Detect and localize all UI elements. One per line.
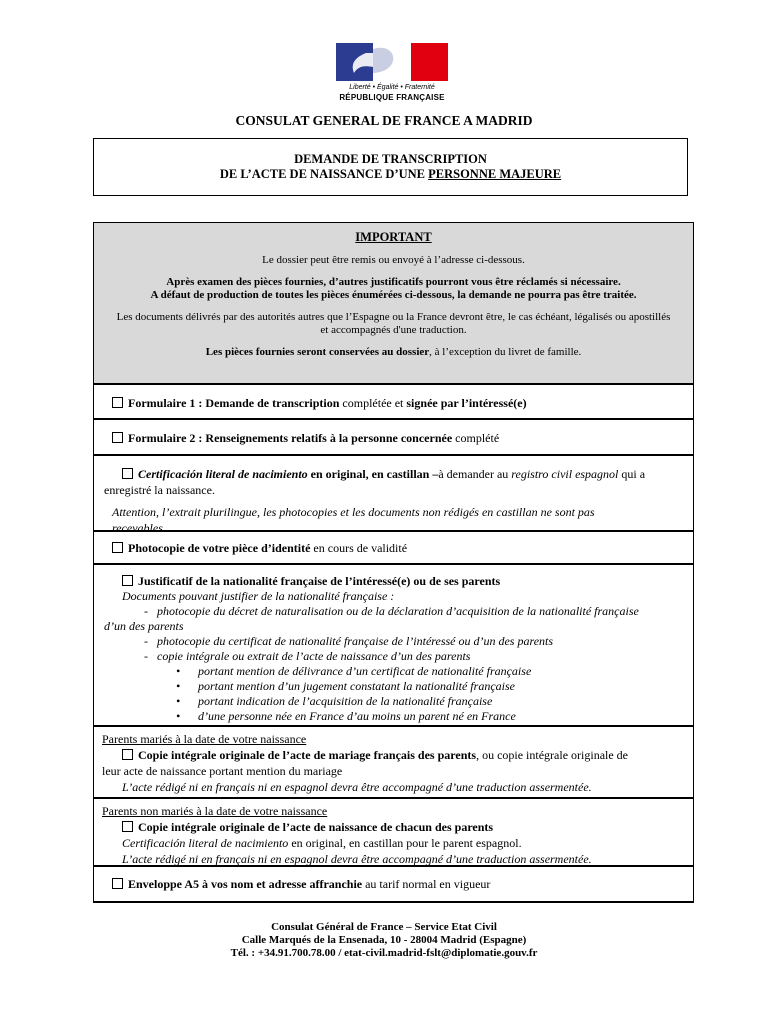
important-notice bbox=[94, 223, 693, 385]
checkbox-icon[interactable] bbox=[112, 878, 123, 889]
important-p2: Après examen des pièces fournies, d’autres justificatifs pourront vous être réclamés si nécessaire. A défaut de production de toutes les pièces énumérées ci-dessous, la demande ne pourra pas être traitée. bbox=[150, 276, 637, 301]
list-item: • portant mention d’un jugement constatant la nationalité française bbox=[176, 679, 515, 693]
form-title-line2: DE L’ACTE DE NAISSANCE D’UNE PERSONNE MAJEURE bbox=[219, 167, 562, 181]
item-formulaire-2: Formulaire 2 : Renseignements relatifs à la personne concernée complété bbox=[94, 420, 693, 456]
checkbox-icon[interactable] bbox=[122, 749, 133, 760]
important-p3: Les documents délivrés par des autorités autres que l’Espagne ou la France devront être, le cas échéant, légalisés ou apostillés et accompagnés d'une traduction. bbox=[116, 311, 671, 336]
consulat-title: CONSULAT GENERAL DE FRANCE A MADRID bbox=[235, 113, 533, 128]
motto: Liberté • Égalité • Fraternité bbox=[349, 84, 435, 91]
item-parents-maries: Parents mariés à la date de votre naissance Copie intégrale originale de l’acte de mariage français des parents, ou copie intégrale originale de leur acte de naissance portant mention du mariage L’acte rédigé ni en français ni en espagnol devra être accompagné d’une traduction assermentée. bbox=[94, 727, 693, 799]
flag-icon bbox=[336, 43, 448, 81]
list-item: • d’une personne née en France d’au moins un parent né en France bbox=[176, 709, 516, 723]
item-formulaire-1: Formulaire 1 : Demande de transcription complétée et signée par l’intéressé(e) bbox=[94, 385, 693, 420]
item-piece-identite: Photocopie de votre pièce d’identité en cours de validité bbox=[94, 532, 693, 565]
checkbox-icon[interactable] bbox=[112, 432, 123, 443]
item-parents-non-maries: Parents non mariés à la date de votre naissance Copie intégrale originale de l’acte de naissance de chacun des parents Certificación literal de nacimiento en original, en castillan pour le parent espagnol. L’acte rédigé ni en français ni en espagnol devra être accompagné d’une traduction assermentée. bbox=[94, 799, 693, 867]
list-item: - photocopie du certificat de nationalité française de l’intéressé ou d’un des parents bbox=[144, 634, 554, 648]
list-item: • portant mention de délivrance d’un certificat de nationalité française bbox=[176, 664, 532, 678]
important-p1: Le dossier peut être remis ou envoyé à l’adresse ci-dessous. bbox=[262, 254, 525, 266]
checkbox-icon[interactable] bbox=[122, 821, 133, 832]
form-title-line1: DEMANDE DE TRANSCRIPTION bbox=[294, 152, 487, 166]
item-nationalite: Justificatif de la nationalité française de l’intéressé(e) ou de ses parents Documents pouvant justifier de la nationalité française : - photocopie du décret de naturalisation ou de la déclaration d’acquisition de la nationalité française d’un des parents - photocopie du certificat de nationalité française de l’intéressé ou d’un des parents - copie intégrale ou extrait de l’acte de naissance d’un des parents • portant mention de délivrance d’un certificat de nationalité française • portant mention d’un jugement constatant la nationalité française • portant indication de l’acquisition de la nationalité française • d’une personne née en France d’au moins un parent né en France bbox=[94, 565, 693, 727]
item-enveloppe: Enveloppe A5 à vos nom et adresse affranchie au tarif normal en vigueur bbox=[94, 867, 693, 903]
footer-contact: Tél. : +34.91.700.78.00 / etat-civil.madrid-fslt@diplomatie.gouv.fr bbox=[230, 947, 538, 959]
checkbox-icon[interactable] bbox=[122, 468, 133, 479]
list-item: - copie intégrale ou extrait de l’acte de naissance d’un des parents bbox=[144, 649, 471, 663]
important-title: IMPORTANT bbox=[355, 230, 432, 244]
republic-label: RÉPUBLIQUE FRANÇAISE bbox=[339, 93, 445, 102]
checkbox-icon[interactable] bbox=[112, 542, 123, 553]
certificacion-note: Attention, l’extrait plurilingue, les photocopies et les documents non rédigés en castillan ne sont pas recevables bbox=[112, 505, 595, 535]
marianne-logo bbox=[336, 43, 448, 102]
checkbox-icon[interactable] bbox=[112, 397, 123, 408]
list-item: - photocopie du décret de naturalisation ou de la déclaration d’acquisition de la nationalité française bbox=[144, 604, 639, 618]
item-certificacion: Certificación literal de nacimiento en original, en castillan –à demander au registro civil espagnol qui a enregistré la naissance. Attention, l’extrait plurilingue, les photocopies et les documents non rédigés en castillan ne sont pas recevables bbox=[94, 456, 693, 532]
checkbox-icon[interactable] bbox=[122, 575, 133, 586]
requirements-table bbox=[93, 222, 694, 903]
form-title-box bbox=[93, 138, 688, 196]
footer: Consulat Général de France – Service Etat Civil Calle Marqués de la Ensenada, 10 - 28004 Madrid (Espagne) Tél. : +34.91.700.78.00 / etat-civil.madrid-fslt@diplomatie.gouv.fr bbox=[0, 921, 768, 960]
list-item: • portant indication de l’acquisition de la nationalité française bbox=[176, 694, 493, 708]
important-p4: Les pièces fournies seront conservées au dossier, à l’exception du livret de famille. bbox=[205, 346, 582, 358]
